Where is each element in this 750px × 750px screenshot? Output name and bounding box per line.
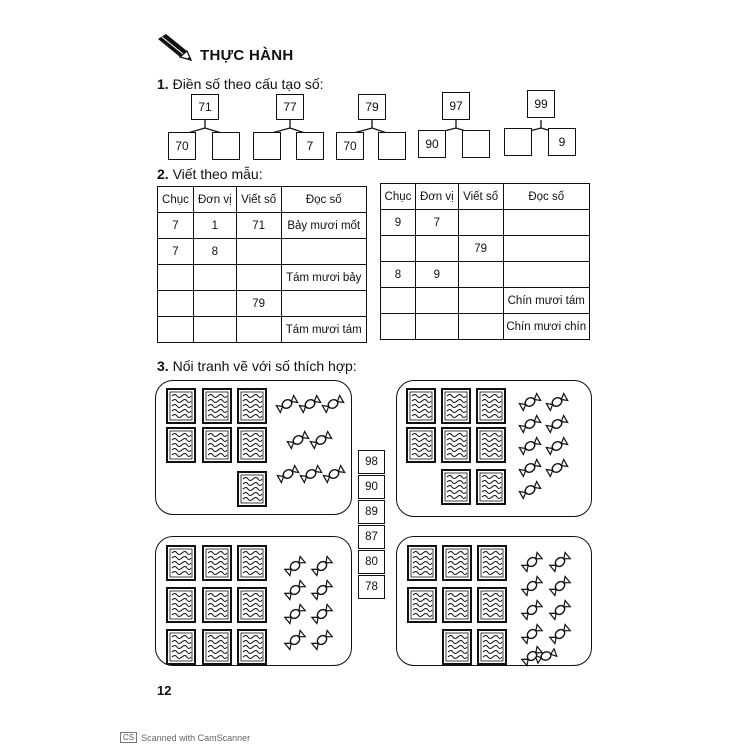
box-of-ten-icon <box>477 470 505 504</box>
box-of-ten-icon <box>477 428 505 462</box>
reading-cell[interactable]: Bảy mươi mốt <box>281 213 367 239</box>
number-option-90[interactable]: 90 <box>358 475 385 499</box>
candy-icon <box>299 396 320 413</box>
candy-icon <box>546 460 567 477</box>
box-of-ten-icon <box>203 546 231 580</box>
candy-icon <box>519 438 540 455</box>
number-option-98[interactable]: 98 <box>358 450 385 474</box>
units-cell[interactable]: 9 <box>415 262 458 288</box>
candy-icon <box>550 601 570 620</box>
candy-icon <box>323 466 344 483</box>
units-cell[interactable]: 1 <box>193 213 236 239</box>
tens-cell[interactable]: 7 <box>158 239 194 265</box>
exercise2-heading: 2. Viết theo mẫu: <box>157 166 263 182</box>
box-of-ten-icon <box>167 588 195 622</box>
box-of-ten-icon <box>407 389 435 423</box>
box-of-ten-icon <box>203 588 231 622</box>
box-of-ten-icon <box>477 389 505 423</box>
box-of-ten-icon <box>442 470 470 504</box>
candy-icon <box>522 601 542 620</box>
candy-icon <box>519 460 540 477</box>
candy-icon <box>522 577 542 596</box>
box-of-ten-icon <box>203 630 231 664</box>
box-of-ten-icon <box>238 472 266 506</box>
candy-icon <box>546 438 567 455</box>
box-of-ten-icon <box>167 546 195 580</box>
tens-cell[interactable]: 9 <box>381 210 416 236</box>
candy-icon <box>519 416 540 433</box>
reading-cell[interactable]: Chín mươi chín <box>503 314 590 340</box>
candy-icon <box>522 553 542 572</box>
candy-icon <box>522 647 542 666</box>
header-units: Đơn vị <box>415 184 458 210</box>
candy-icon <box>519 394 540 411</box>
candy-icon <box>312 605 332 624</box>
header-read: Đọc số <box>503 184 590 210</box>
box-of-ten-icon <box>203 389 231 423</box>
number-option-89[interactable]: 89 <box>358 500 385 524</box>
box-of-ten-icon <box>167 630 195 664</box>
box-of-ten-icon <box>478 546 506 580</box>
candy-icon <box>312 631 332 650</box>
candy-icon <box>287 432 308 449</box>
candy-icon <box>285 557 305 576</box>
box-of-ten-icon <box>238 389 266 423</box>
box-of-ten-icon <box>408 546 436 580</box>
candy-icon <box>277 466 298 483</box>
exercise1-heading: 1. Điền số theo cấu tạo số: <box>157 76 324 92</box>
top-number-box: 99 <box>527 90 555 118</box>
header-tens: Chục <box>381 184 416 210</box>
candy-icon <box>522 625 542 644</box>
number-option-87[interactable]: 87 <box>358 525 385 549</box>
box-of-ten-icon <box>443 588 471 622</box>
candy-icon <box>312 557 332 576</box>
box-of-ten-icon <box>442 428 470 462</box>
candy-icon <box>285 605 305 624</box>
candy-icon <box>310 432 331 449</box>
box-of-ten-icon <box>238 428 266 462</box>
scanner-footer <box>120 732 250 743</box>
box-of-ten-icon <box>238 546 266 580</box>
candy-icon <box>546 416 567 433</box>
units-box[interactable]: 7 <box>296 132 324 160</box>
candy-icon <box>519 482 540 499</box>
units-cell[interactable]: 8 <box>193 239 236 265</box>
tens-box[interactable]: 90 <box>418 130 446 158</box>
section-title: THỰC HÀNH <box>200 47 294 64</box>
number-cell[interactable]: 71 <box>236 213 281 239</box>
units-box[interactable]: 9 <box>548 128 576 156</box>
candy-icon <box>550 577 570 596</box>
box-of-ten-icon <box>442 389 470 423</box>
top-number-box: 79 <box>358 94 386 120</box>
units-cell[interactable]: 7 <box>415 210 458 236</box>
tens-box[interactable]: 70 <box>168 132 196 160</box>
box-of-ten-icon <box>478 588 506 622</box>
box-of-ten-icon <box>408 588 436 622</box>
candy-icon <box>285 631 305 650</box>
header-write: Viết số <box>458 184 503 210</box>
candy-icon <box>276 396 297 413</box>
box-of-ten-icon <box>238 588 266 622</box>
reading-cell[interactable]: Tám mươi tám <box>281 317 367 343</box>
candy-icon <box>546 394 567 411</box>
candy-icon <box>322 396 343 413</box>
tens-cell[interactable]: 8 <box>381 262 416 288</box>
number-option-78[interactable]: 78 <box>358 575 385 599</box>
candy-icon <box>312 581 332 600</box>
camscanner-logo: CS <box>120 732 137 743</box>
box-of-ten-icon <box>443 546 471 580</box>
number-cell[interactable]: 79 <box>458 236 503 262</box>
box-of-ten-icon <box>407 428 435 462</box>
header-write: Viết số <box>236 187 281 213</box>
page-number: 12 <box>157 683 172 698</box>
top-number-box: 77 <box>276 94 304 120</box>
tens-box[interactable]: 70 <box>336 132 364 160</box>
box-of-ten-icon <box>167 389 195 423</box>
header-tens: Chục <box>158 187 194 213</box>
box-of-ten-icon <box>443 630 471 664</box>
top-number-box: 71 <box>191 94 219 120</box>
header-read: Đọc số <box>281 187 367 213</box>
number-column <box>358 450 385 600</box>
box-of-ten-icon <box>238 630 266 664</box>
number-option-80[interactable]: 80 <box>358 550 385 574</box>
reading-cell[interactable]: Tám mươi bảy <box>281 265 367 291</box>
box-of-ten-icon <box>478 630 506 664</box>
candy-icon <box>550 553 570 572</box>
candy-icon <box>285 581 305 600</box>
box-of-ten-icon <box>167 428 195 462</box>
reading-cell[interactable]: Chín mươi tám <box>503 288 590 314</box>
scanner-footer-text: Scanned with CamScanner <box>141 732 251 743</box>
exercise3-heading: 3. Nối tranh vẽ với số thích hợp: <box>157 358 357 374</box>
box-of-ten-icon <box>203 428 231 462</box>
top-number-box: 97 <box>442 92 470 120</box>
tens-cell[interactable]: 7 <box>158 213 194 239</box>
header-units: Đơn vị <box>193 187 236 213</box>
candy-icon <box>550 625 570 644</box>
number-cell[interactable]: 79 <box>236 291 281 317</box>
candy-icon <box>300 466 321 483</box>
